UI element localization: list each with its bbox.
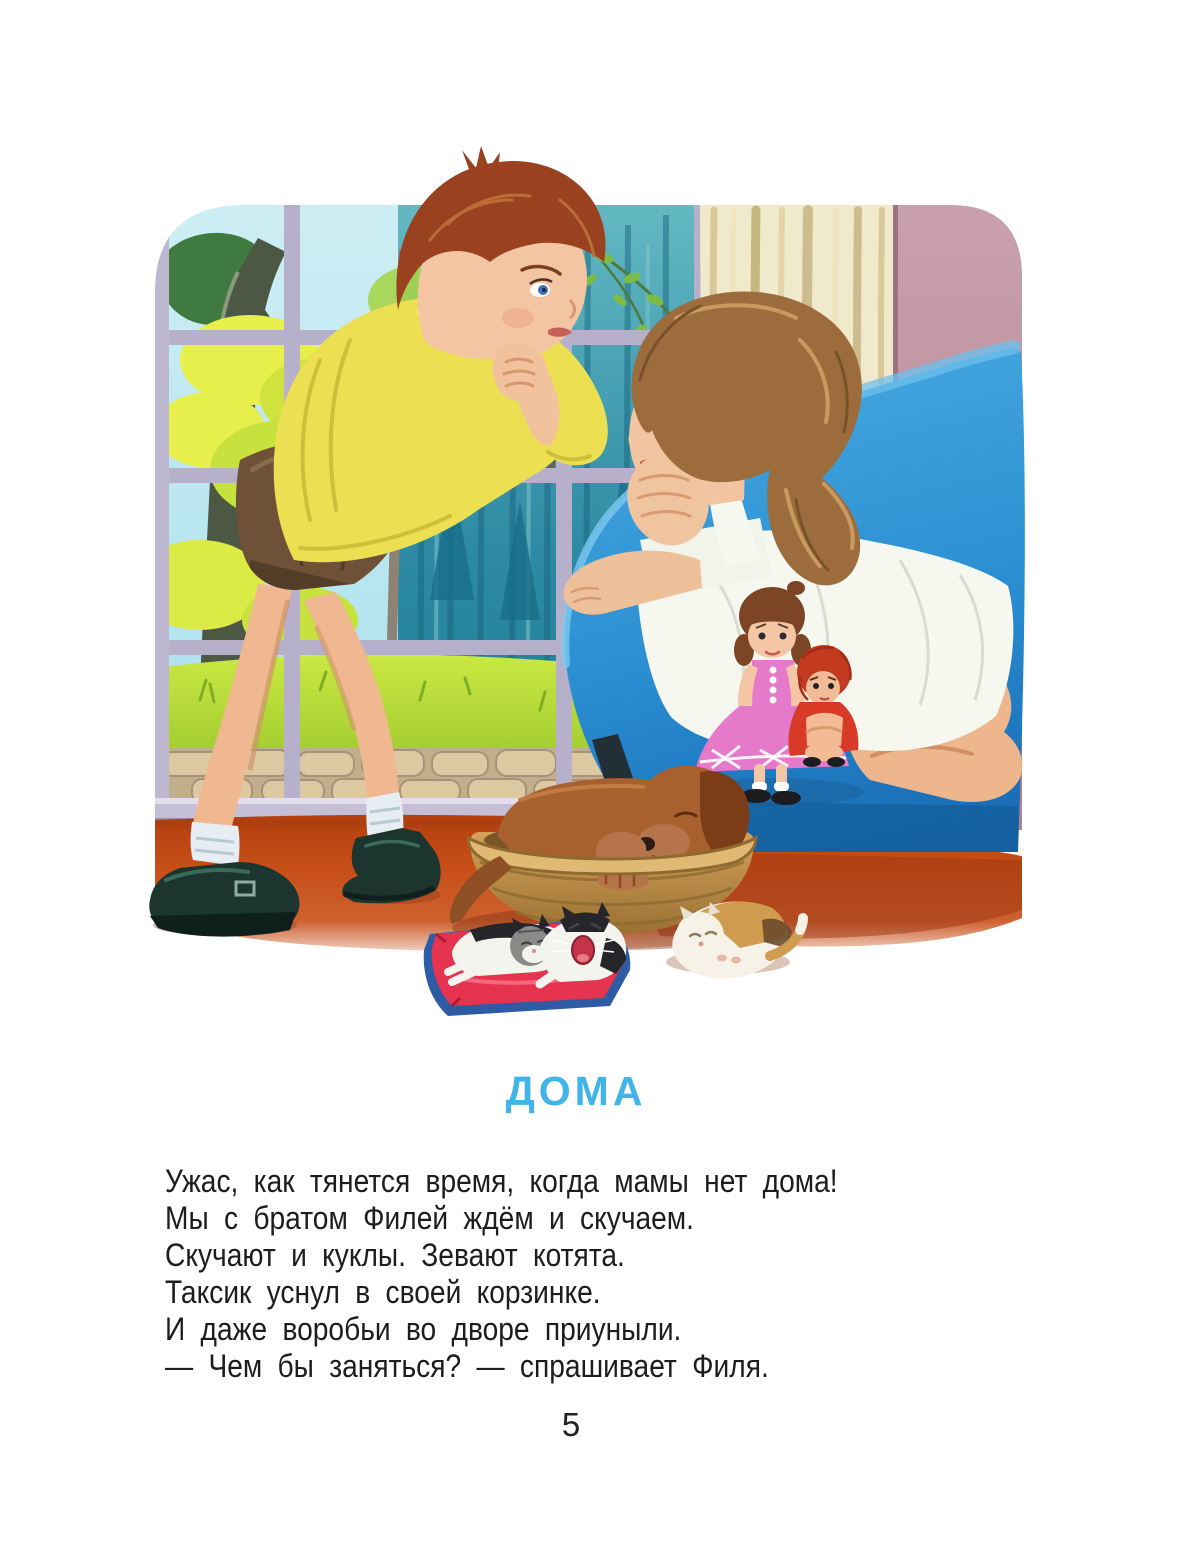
story-line: Таксик уснул в своей корзинке.: [165, 1274, 601, 1310]
chapter-title: ДОМА: [505, 1068, 647, 1114]
boy-back-sock: [191, 822, 240, 866]
story-line: Скучают и куклы. Зевают котята.: [165, 1237, 625, 1273]
story-line: И даже воробьи во дворе приуныли.: [165, 1311, 682, 1347]
story-line: Ужас, как тянется время, когда мамы нет дома!: [165, 1163, 838, 1199]
story-line: — Чем бы заняться? — спрашивает Филя.: [165, 1348, 769, 1384]
story-text: [165, 1163, 838, 1385]
story-line: Мы с братом Филей ждём и скучаем.: [165, 1200, 694, 1236]
page-number: 5: [561, 1406, 581, 1443]
